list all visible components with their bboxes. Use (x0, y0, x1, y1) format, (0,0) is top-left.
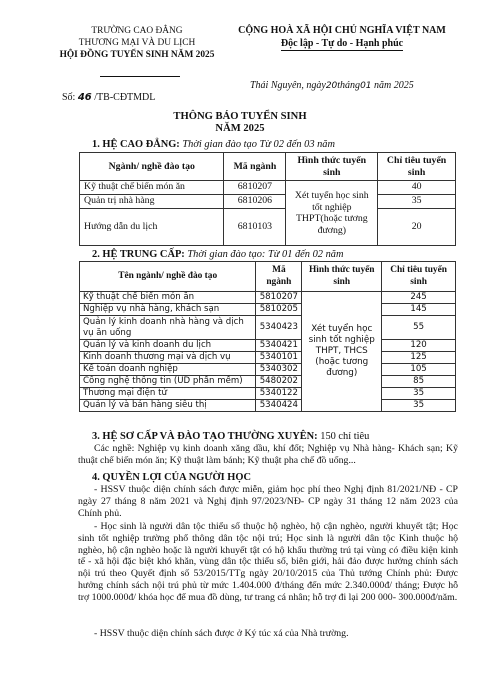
section4-heading: 4. QUYỀN LỢI CỦA NGƯỜI HỌC (92, 472, 251, 483)
program-quota: 20 (378, 209, 456, 246)
col-header-code: Mã ngành (224, 153, 286, 181)
benefit-paragraph-1: - HSSV thuộc diện chính sách được miễn, giảm học phí theo Nghị định 81/2021/NĐ - CP ngày 27 tháng 8 năm 2021 và Nghị định 97/2023/NĐ- CP ngày 31 tháng 12 năm 2023 của Chính phủ. (78, 484, 458, 519)
program-quota: 125 (382, 352, 456, 364)
program-quota: 145 (382, 304, 456, 316)
year-word: năm 2025 (374, 80, 414, 91)
program-code: 5810207 (256, 292, 302, 304)
program-quota: 35 (378, 195, 456, 209)
program-code: 5340122 (256, 388, 302, 400)
document-number (62, 92, 155, 105)
program-name: Quản trị nhà hàng (80, 195, 224, 209)
place-date (250, 80, 414, 93)
admission-method: Xét tuyển học sinh tốt nghiệp THPT(hoặc tương đương) (286, 181, 378, 246)
benefit-paragraph-3: - HSSV thuộc diện chính sách được ở Ký túc xá của Nhà trường. (94, 628, 349, 639)
doc-number-handwritten: 46 (77, 92, 92, 103)
col-header-quota: Chỉ tiêu tuyển sinh (382, 262, 456, 292)
table-row (80, 304, 456, 316)
table-row (80, 209, 456, 246)
benefit-paragraph-2: - Học sinh là người dân tộc thiểu số thuộc hộ nghèo, hộ cận nghèo, người khuyết tật; Học sinh tốt nghiệp trường phổ thông dân tộc nội trú; Học sinh là người dân tộc Kinh thuộc hộ nghèo, hộ cận nghèo hoặc là người khuyết tật có hộ khẩu thường trú tại vùng có điều kiện kinh tế - xã hội đặc biệt khó khăn, vùng dân tộc thiểu số, biên giới, hải đảo được hưởng chính sách nội trú theo Quyết định số 53/2015/TTg ngày 20/10/2015 của Thủ tướng Chính phủ: Được hưởng chính sách nội trú phủ từ mức 1.404.000 đ/tháng đến mức 2.340.000đ/ tháng; Được hỗ trợ 1000.000đ/ khóa học để mua đồ dùng, tư trang cá nhân; hỗ trợ đi lại 200 000- 300.000đ/năm. (78, 521, 458, 603)
program-name: Kỹ thuật chế biến món ăn (80, 181, 224, 195)
month-word: tháng (337, 80, 361, 91)
program-name: Quản lý kinh doanh nhà hàng và dịch vụ ăn uống (80, 316, 256, 340)
col-header-name: Tên ngành/ nghề đào tạo (80, 262, 256, 292)
issuer-underline (100, 76, 180, 77)
section3-text: Các nghề: Nghiệp vụ kinh doanh xăng dầu, khí đốt; Nghiệp vụ Nhà hàng- Khách sạn; Kỹ thuật chế biến món ăn; Kỹ thuật làm bánh; Kỹ thuật pha chế đồ uống... (78, 443, 458, 466)
place-date-prefix: Thái Nguyên, ngày (250, 80, 326, 91)
table-row (80, 388, 456, 400)
program-quota: 35 (382, 400, 456, 412)
program-quota: 105 (382, 364, 456, 376)
program-code: 5340101 (256, 352, 302, 364)
nation-name: CỘNG HOÀ XÃ HỘI CHỦ NGHĨA VIỆT NAM (238, 25, 446, 36)
section2-note: Thời gian đào tạo: Từ 01 đến 02 năm (187, 249, 344, 260)
program-code: 5810205 (256, 304, 302, 316)
program-quota: 85 (382, 376, 456, 388)
table-row (80, 181, 456, 195)
table-row (80, 352, 456, 364)
program-name: Hướng dẫn du lịch (80, 209, 224, 246)
doc-prefix: Số: (62, 92, 76, 103)
document-title: THÔNG BÁO TUYỂN SINH (173, 111, 307, 122)
col-header-quota: Chỉ tiêu tuyển sinh (378, 153, 456, 181)
table-row (80, 376, 456, 388)
col-header-code: Mã ngành (256, 262, 302, 292)
issuer-council: HỘI ĐỒNG TUYỂN SINH NĂM 2025 (59, 50, 215, 60)
section1-heading (92, 138, 335, 151)
table-row (80, 340, 456, 352)
program-code: 5340424 (256, 400, 302, 412)
program-code: 5480202 (256, 376, 302, 388)
table-row (80, 400, 456, 412)
section3-quota: 150 chỉ tiêu (320, 431, 370, 442)
program-quota: 245 (382, 292, 456, 304)
nation-block (232, 25, 452, 51)
program-name: Kế toán doanh nghiệp (80, 364, 256, 376)
program-code: 5340421 (256, 340, 302, 352)
program-quota: 55 (382, 316, 456, 340)
admission-method: Xét tuyển học sinh tốt nghiệp THPT, THCS (hoặc tương đương) (302, 292, 382, 412)
program-name: Công nghệ thông tin (UD phần mềm) (80, 376, 256, 388)
program-code: 5340423 (256, 316, 302, 340)
program-name: Kinh doanh thương mại và dịch vụ (80, 352, 256, 364)
section3-heading (92, 430, 369, 443)
section3-title: 3. HỆ SƠ CẤP VÀ ĐÀO TẠO THƯỜNG XUYÊN: (92, 431, 318, 442)
college-table-header (80, 153, 456, 181)
issuer-school: TRƯỜNG CAO ĐẲNG (91, 26, 183, 36)
program-name: Nghiệp vụ nhà hàng, khách sạn (80, 304, 256, 316)
doc-suffix: /TB-CĐTMDL (94, 92, 156, 103)
table-row (80, 195, 456, 209)
table-row (80, 292, 456, 304)
nation-motto: Độc lập - Tự do - Hạnh phúc (281, 38, 403, 52)
program-name: Quản lý và kinh doanh du lịch (80, 340, 256, 352)
issuer-block (52, 25, 222, 61)
program-quota: 40 (378, 181, 456, 195)
day-handwritten: 20 (325, 81, 338, 91)
program-name: Kỹ thuật chế biến món ăn (80, 292, 256, 304)
program-name: Quản lý và bán hàng siêu thị (80, 400, 256, 412)
col-header-method: Hình thức tuyển sinh (302, 262, 382, 292)
document-year: NĂM 2025 (215, 123, 265, 134)
intermediate-table (79, 261, 456, 412)
program-quota: 120 (382, 340, 456, 352)
section1-title: 1. HỆ CAO ĐẲNG: (92, 139, 180, 150)
section2-heading (92, 248, 343, 261)
table-row (80, 316, 456, 340)
month-handwritten: 01 (360, 81, 372, 91)
program-name: Thương mại điện tử (80, 388, 256, 400)
program-quota: 35 (382, 388, 456, 400)
intermediate-table-header (80, 262, 456, 292)
col-header-method: Hình thức tuyển sinh (286, 153, 378, 181)
section2-title: 2. HỆ TRUNG CẤP: (92, 249, 185, 260)
program-code: 6810103 (224, 209, 286, 246)
program-code: 6810206 (224, 195, 286, 209)
table-row (80, 364, 456, 376)
college-table (79, 152, 456, 246)
section1-note: Thời gian đào tạo Từ 02 đến 03 năm (182, 139, 336, 150)
program-code: 5340302 (256, 364, 302, 376)
col-header-name: Ngành/ nghề đào tạo (80, 153, 224, 181)
program-code: 6810207 (224, 181, 286, 195)
issuer-school-name: THƯƠNG MẠI VÀ DU LỊCH (78, 38, 196, 48)
